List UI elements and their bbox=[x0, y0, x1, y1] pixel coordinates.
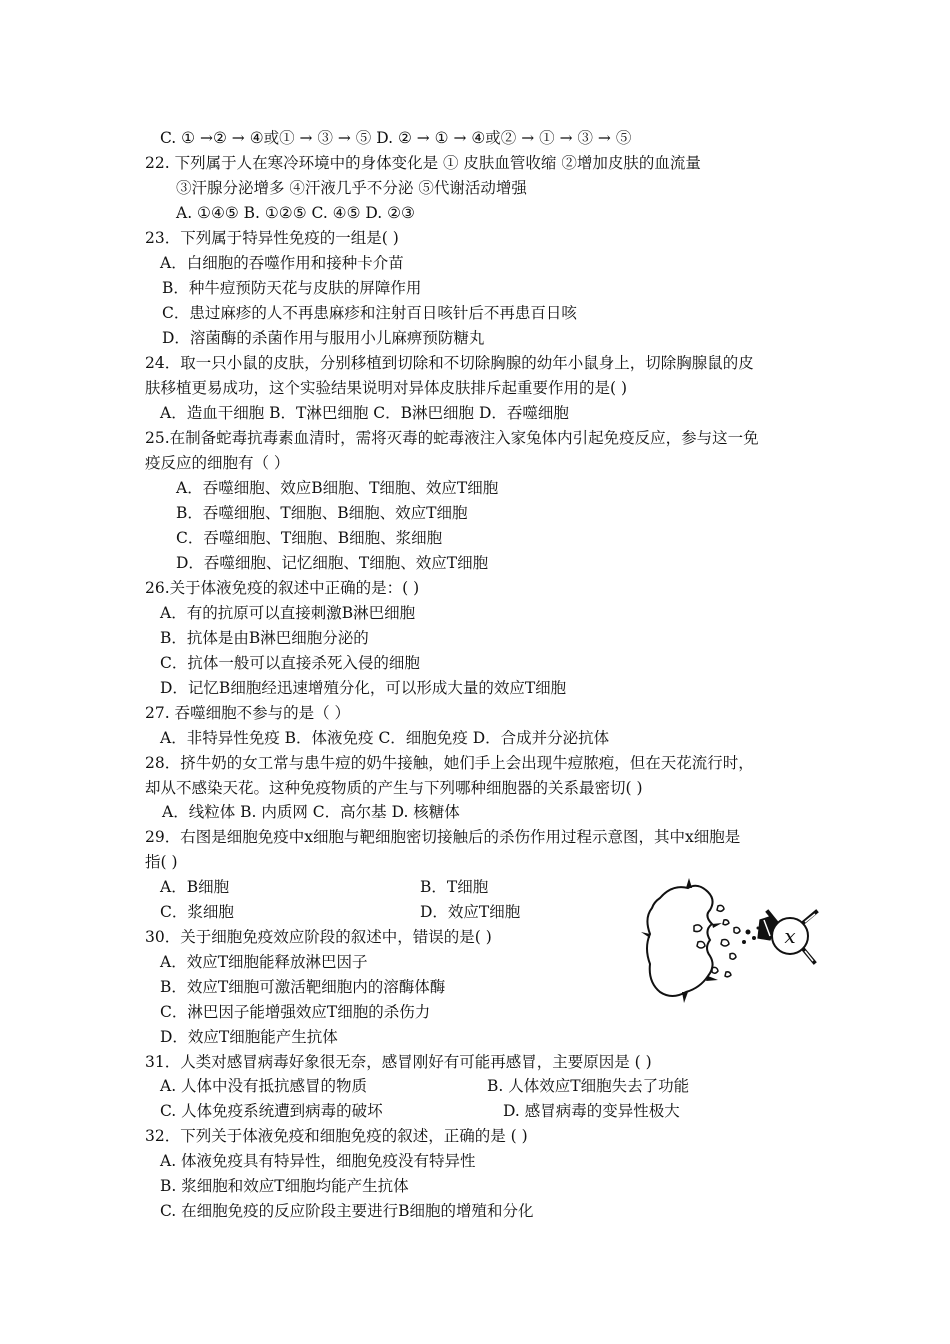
line-text: 23．下列属于特异性免疫的一组是( ) bbox=[145, 229, 399, 247]
cell-debris bbox=[694, 905, 740, 976]
line-text: B．种牛痘预防天花与皮肤的屏障作用 bbox=[162, 279, 422, 297]
line-text: C．浆细胞 bbox=[160, 903, 234, 921]
line-text: 29．右图是细胞免疫中x细胞与靶细胞密切接触后的杀伤作用过程示意图，其中x细胞是 bbox=[145, 828, 741, 846]
line-text: C. 在细胞免疫的反应阶段主要进行B细胞的增殖和分化 bbox=[160, 1202, 534, 1220]
line-text: A．B细胞 bbox=[160, 878, 230, 896]
line-text-col2: B. 人体效应T细胞失去了功能 bbox=[487, 1077, 690, 1095]
line-text: C. ① →② → ④或① → ③ → ⑤ D. ② → ① → ④或② → ① → ③ → ⑤ bbox=[160, 129, 632, 147]
line-text: 27. 吞噬细胞不参与的是（ ） bbox=[145, 704, 351, 722]
line-text: A．有的抗原可以直接刺激B淋巴细胞 bbox=[160, 604, 416, 622]
line-text: 30．关于细胞免疫效应阶段的叙述中，错误的是( ) bbox=[145, 928, 492, 946]
line-text: 肤移植更易成功，这个实验结果说明对异体皮肤排斥起重要作用的是( ) bbox=[145, 379, 628, 397]
line-text: B．抗体是由B淋巴细胞分泌的 bbox=[160, 629, 369, 647]
line-text: 26.关于体液免疫的叙述中正确的是：( ) bbox=[145, 579, 420, 597]
line-text: 指( ) bbox=[145, 853, 178, 871]
line-text: D．吞噬细胞、记忆细胞、T细胞、效应T细胞 bbox=[176, 554, 489, 572]
line-text: C．患过麻疹的人不再患麻疹和注射百日咳针后不再患百日咳 bbox=[162, 304, 577, 322]
line-text: ③汗腺分泌增多 ④汗液几乎不分泌 ⑤代谢活动增强 bbox=[176, 179, 527, 197]
line-text: B．效应T细胞可激活靶细胞内的溶酶体酶 bbox=[160, 978, 446, 996]
line-text: 22. 下列属于人在寒冷环境中的身体变化是 ① 皮肤血管收缩 ②增加皮肤的血流量 bbox=[145, 154, 701, 172]
line-text: B．吞噬细胞、T细胞、B细胞、效应T细胞 bbox=[176, 504, 468, 522]
line-text: 却从不感染天花。这种免疫物质的产生与下列哪种细胞器的关系最密切( ) bbox=[145, 779, 643, 797]
line-text: A．线粒体 B. 内质网 C．高尔基 D. 核糖体 bbox=[162, 803, 460, 821]
line-text: D．记忆B细胞经迅速增殖分化，可以形成大量的效应T细胞 bbox=[160, 679, 567, 697]
target-cell bbox=[647, 886, 713, 996]
line-text: 24．取一只小鼠的皮肤，分别移植到切除和不切除胸腺的幼年小鼠身上，切除胸腺鼠的皮 bbox=[145, 354, 754, 372]
line-text: C. 人体免疫系统遭到病毒的破坏 bbox=[160, 1102, 383, 1120]
line-text: A. 体液免疫具有特异性，细胞免疫没有特异性 bbox=[160, 1152, 476, 1170]
line-text-col2: D. 感冒病毒的变异性极大 bbox=[503, 1102, 680, 1120]
line-text: A．造血干细胞 B．T淋巴细胞 C．B淋巴细胞 D．吞噬细胞 bbox=[160, 404, 569, 422]
line-text: C．淋巴因子能增强效应T细胞的杀伤力 bbox=[160, 1003, 431, 1021]
line-text-col2: D．效应T细胞 bbox=[420, 903, 521, 921]
line-text: A．效应T细胞能释放淋巴因子 bbox=[160, 953, 368, 971]
line-text: 28．挤牛奶的女工常与患牛痘的奶牛接触，她们手上会出现牛痘脓疱，但在天花流行时， bbox=[145, 754, 754, 772]
line-text: A．非特异性免疫 B．体液免疫 C．细胞免疫 D．合成并分泌抗体 bbox=[160, 729, 610, 747]
line-text: C．抗体一般可以直接杀死入侵的细胞 bbox=[160, 654, 420, 672]
cell-immunity-diagram bbox=[638, 876, 838, 1008]
line-text: 疫反应的细胞有（ ） bbox=[145, 454, 290, 472]
line-text: A．白细胞的吞噬作用和接种卡介苗 bbox=[160, 254, 404, 272]
line-text: A．吞噬细胞、效应B细胞、T细胞、效应T细胞 bbox=[176, 479, 499, 497]
line-text: D．效应T细胞能产生抗体 bbox=[160, 1028, 338, 1046]
line-text: D．溶菌酶的杀菌作用与服用小儿麻痹预防糖丸 bbox=[162, 329, 485, 347]
line-text-col2: B．T细胞 bbox=[420, 878, 489, 896]
line-text: A. ①④⑤ B. ①②⑤ C. ④⑤ D. ②③ bbox=[176, 204, 415, 222]
line-text: C．吞噬细胞、T细胞、B细胞、浆细胞 bbox=[176, 529, 443, 547]
line-text: 25.在制备蛇毒抗毒素血清时，需将灭毒的蛇毒液注入家兔体内引起免疫反应，参与这一免 bbox=[145, 429, 759, 447]
line-text: B. 浆细胞和效应T细胞均能产生抗体 bbox=[160, 1177, 409, 1195]
line-text: A. 人体中没有抵抗感冒的物质 bbox=[160, 1077, 368, 1095]
line-text: 31．人类对感冒病毒好象很无奈，感冒刚好有可能再感冒，主要原因是 ( ) bbox=[145, 1053, 652, 1071]
line-text: 32．下列关于体液免疫和细胞免疫的叙述，正确的是 ( ) bbox=[145, 1127, 528, 1145]
released-granules bbox=[742, 927, 760, 945]
x-cell-label: x bbox=[784, 924, 796, 948]
